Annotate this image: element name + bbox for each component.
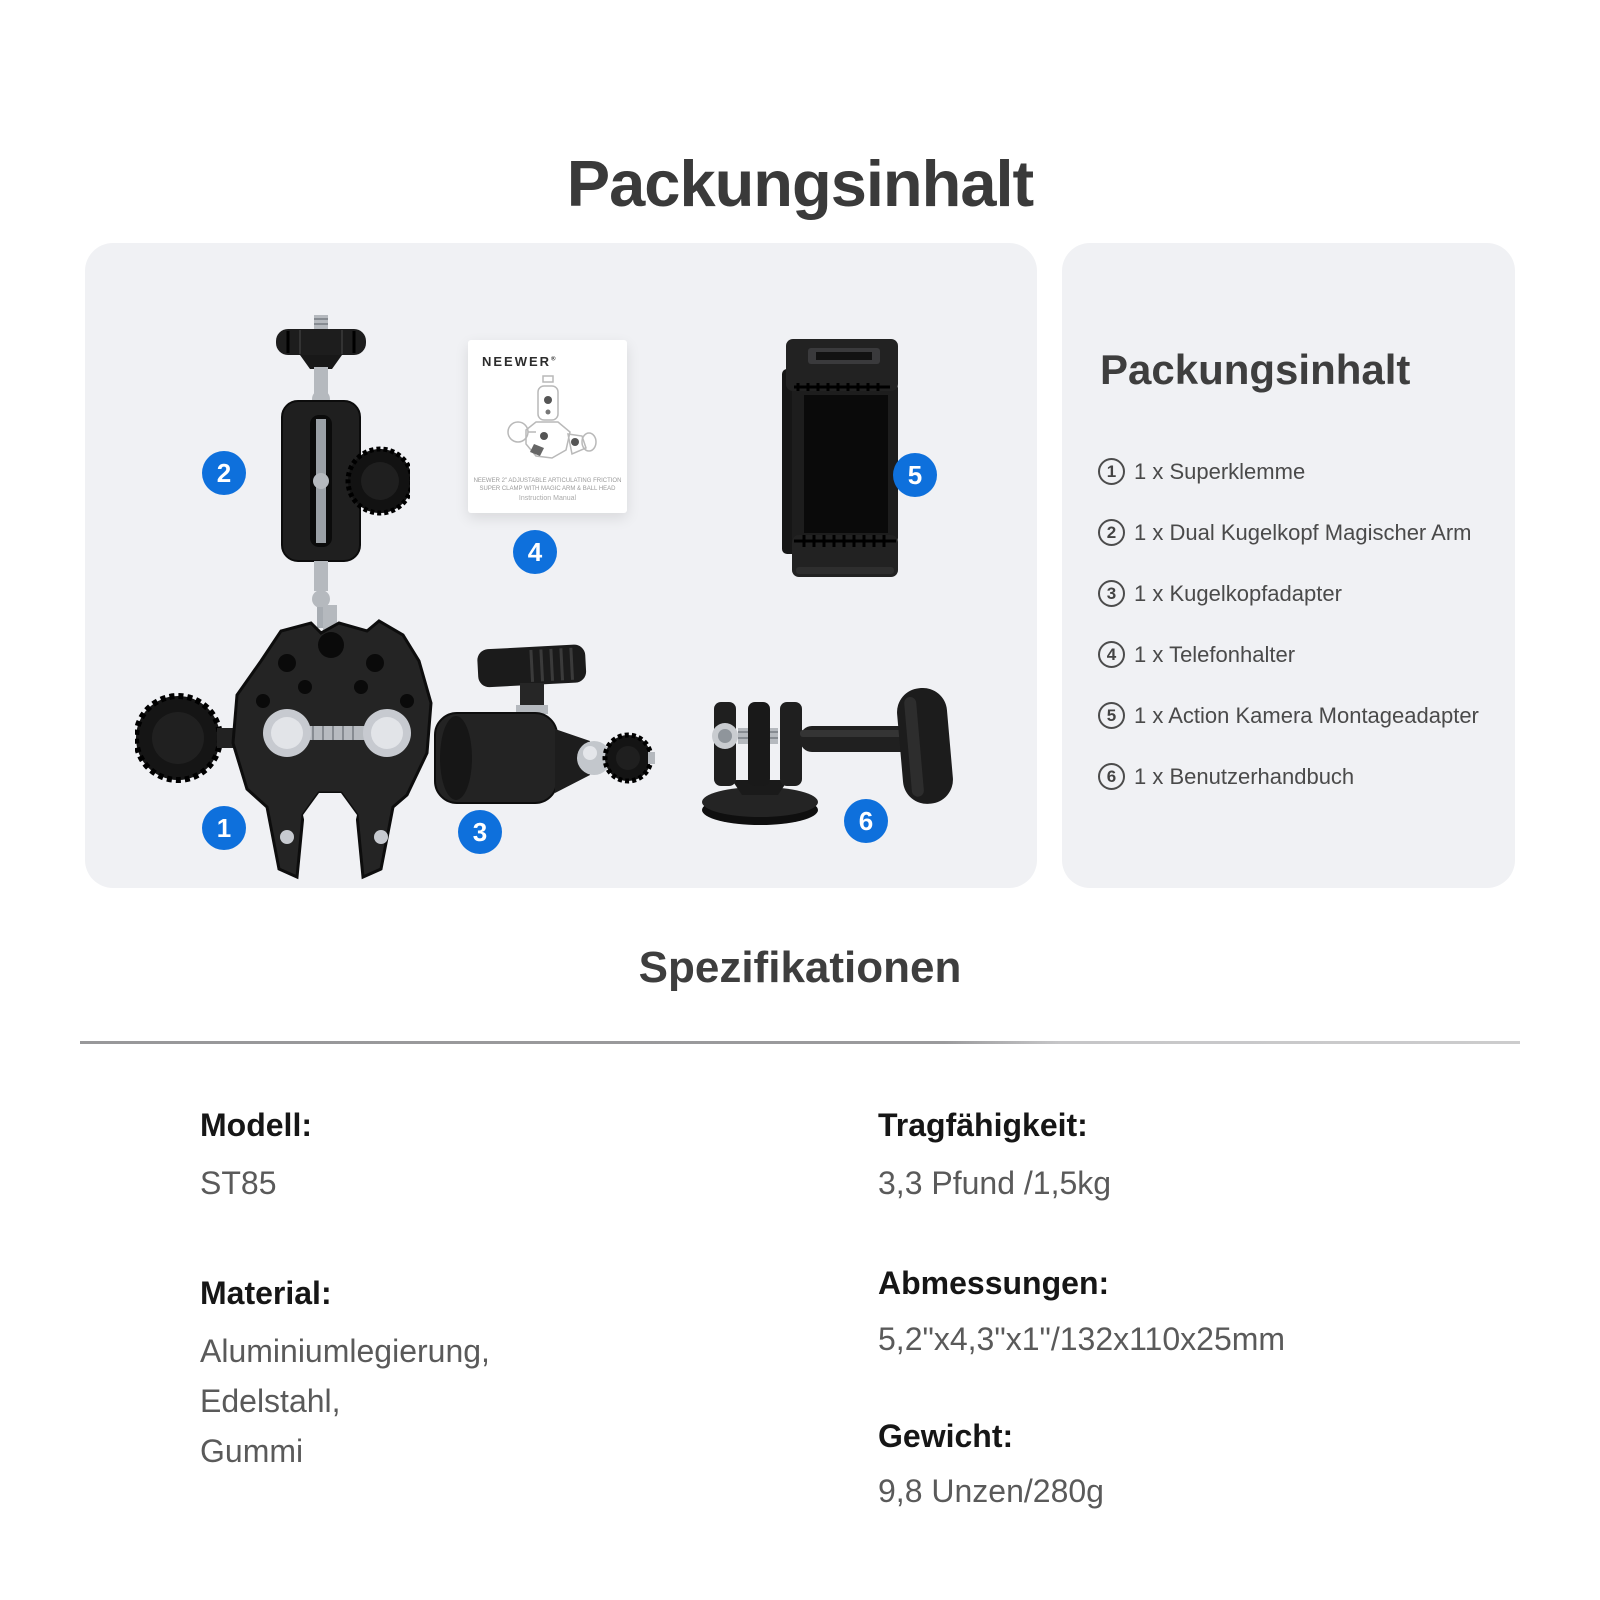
item-badge-2: 2	[202, 451, 246, 495]
contents-heading: Packungsinhalt	[1100, 346, 1411, 393]
list-item-label: 1 x Dual Kugelkopf Magischer Arm	[1134, 519, 1472, 545]
spec-label-modell: Modell:	[200, 1107, 312, 1143]
spec-value-material-line1: Aluminiumlegierung,	[200, 1333, 490, 1369]
item-badge-4: 4	[513, 530, 557, 574]
list-item	[1098, 685, 1499, 746]
list-item	[1098, 563, 1499, 624]
package-contents-panel	[1062, 243, 1515, 888]
item-badge-6: 6	[844, 799, 888, 843]
list-item	[1098, 502, 1499, 563]
circled-number: 4	[1098, 641, 1125, 668]
spec-value-tragfaehigkeit: 3,3 Pfund /1,5kg	[878, 1165, 1112, 1201]
spec-label-gewicht: Gewicht:	[878, 1418, 1014, 1454]
product-gallery-panel	[85, 243, 1037, 888]
list-item-label: 1 x Telefonhalter	[1134, 641, 1296, 667]
list-item-label: 1 x Superklemme	[1134, 458, 1306, 484]
circled-number: 2	[1098, 519, 1125, 546]
spec-value-gewicht: 9,8 Unzen/280g	[878, 1473, 1104, 1509]
circled-number: 3	[1098, 580, 1125, 607]
manual-brand: NEEWER®	[482, 354, 556, 369]
list-item	[1098, 746, 1499, 807]
spec-value-material-line2: Edelstahl,	[200, 1383, 341, 1419]
specs-heading: Spezifikationen	[638, 943, 962, 992]
contents-list	[1098, 441, 1499, 807]
page-title: Packungsinhalt	[566, 146, 1034, 220]
list-item-label: 1 x Action Kamera Montageadapter	[1134, 702, 1479, 728]
spec-value-material-line3: Gummi	[200, 1433, 304, 1469]
list-item-label: 1 x Kugelkopfadapter	[1134, 580, 1342, 606]
circled-number: 6	[1098, 763, 1125, 790]
magic-arm-image	[240, 313, 410, 628]
circled-number: 5	[1098, 702, 1125, 729]
registered-mark: ®	[551, 356, 556, 363]
manual-caption-line1: NEEWER 2" ADJUSTABLE ARTICULATING FRICTION	[473, 478, 622, 484]
circled-number: 1	[1098, 458, 1125, 485]
list-item	[1098, 441, 1499, 502]
manual-line-drawing	[496, 374, 599, 474]
manual-card	[468, 340, 627, 513]
item-badge-3: 3	[458, 810, 502, 854]
spec-value-modell: ST85	[200, 1165, 277, 1201]
manual-caption-line3: Instruction Manual	[518, 495, 577, 502]
list-item	[1098, 624, 1499, 685]
manual-caption-line2: SUPER CLAMP WITH MAGIC ARM & BALL HEAD	[479, 486, 616, 492]
spec-label-abmessungen: Abmessungen:	[878, 1265, 1110, 1301]
spec-value-abmessungen: 5,2"x4,3"x1"/132x110x25mm	[878, 1321, 1286, 1357]
phone-holder-image	[778, 339, 903, 579]
super-clamp-image	[135, 583, 465, 883]
list-item-label: 1 x Benutzerhandbuch	[1134, 763, 1355, 789]
spec-label-material: Material:	[200, 1275, 332, 1311]
item-badge-1: 1	[202, 806, 246, 850]
ball-head-image	[420, 641, 655, 821]
specs-divider	[80, 1041, 1520, 1044]
action-camera-adapter-image	[698, 680, 962, 830]
item-badge-5: 5	[893, 453, 937, 497]
spec-label-tragfaehigkeit: Tragfähigkeit:	[878, 1107, 1088, 1143]
